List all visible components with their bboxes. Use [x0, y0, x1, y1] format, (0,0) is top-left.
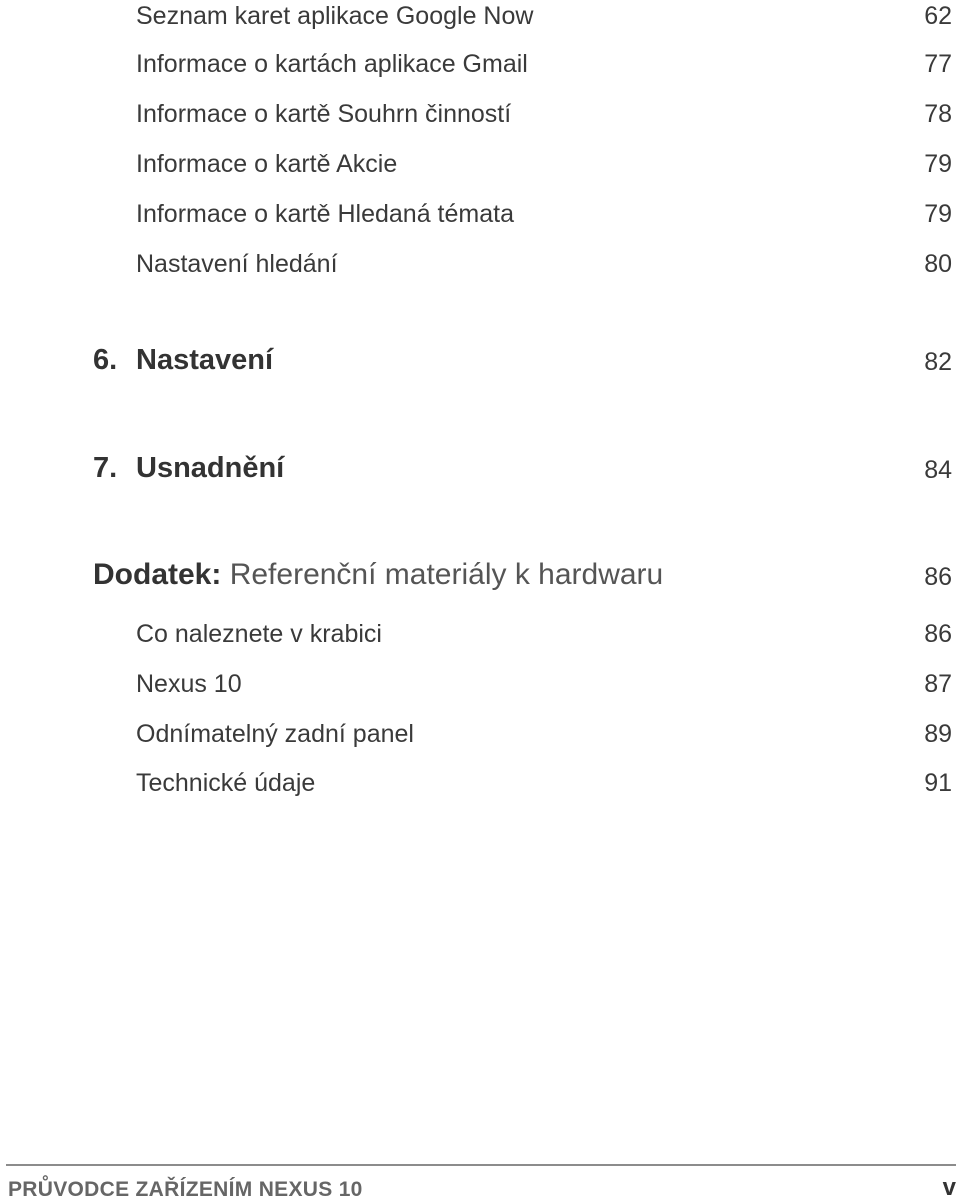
toc-entry-label: Technické údaje: [136, 769, 316, 797]
toc-entry[interactable]: [0, 98, 960, 138]
toc-entry-label: Informace o kartě Akcie: [136, 150, 398, 178]
toc-entry-page: 77: [924, 50, 952, 78]
chapter-title: Usnadnění: [136, 452, 285, 484]
appendix-heading: Referenční materiály k hardwaru: [229, 558, 664, 591]
toc-entry-page: 80: [924, 250, 952, 278]
toc-entry-page: 86: [924, 620, 952, 648]
toc-entry-page: 89: [924, 720, 952, 748]
toc-entry-label: Seznam karet aplikace Google Now: [136, 2, 534, 30]
footer-divider: [6, 1164, 956, 1166]
chapter-number: 7.: [93, 452, 118, 484]
footer-page-number: v: [942, 1174, 956, 1201]
toc-entry[interactable]: [0, 668, 960, 708]
toc-entry[interactable]: [0, 718, 960, 758]
toc-entry-page: 79: [924, 200, 952, 228]
chapter-title: Nastavení: [136, 344, 274, 376]
toc-entry[interactable]: [0, 198, 960, 238]
appendix-prefix: Dodatek:: [93, 558, 222, 591]
toc-chapter-settings[interactable]: [0, 342, 960, 382]
toc-entry[interactable]: [0, 48, 960, 88]
toc-entry[interactable]: [0, 248, 960, 288]
toc-entry[interactable]: [0, 767, 960, 807]
toc-entry-label: Odnímatelný zadní panel: [136, 720, 414, 748]
toc-appendix[interactable]: [0, 557, 960, 597]
toc-entry-label: Nastavení hledání: [136, 250, 338, 278]
appendix-title: [93, 557, 663, 593]
toc-chapter-accessibility[interactable]: [0, 450, 960, 490]
footer-title: PRŮVODCE ZAŘÍZENÍM NEXUS 10: [8, 1178, 363, 1201]
toc-entry-label: Informace o kartách aplikace Gmail: [136, 50, 528, 78]
toc-entry[interactable]: [0, 148, 960, 188]
chapter-page: 82: [924, 348, 952, 376]
toc-entry-label: Co naleznete v krabici: [136, 620, 382, 648]
appendix-page: 86: [924, 563, 952, 591]
chapter-number: 6.: [93, 344, 118, 376]
toc-entry-page: 79: [924, 150, 952, 178]
toc-entry-page: 62: [924, 2, 952, 30]
toc-entry-page: 87: [924, 670, 952, 698]
toc-entry[interactable]: [0, 618, 960, 658]
toc-entry-label: Informace o kartě Souhrn činností: [136, 100, 512, 128]
chapter-page: 84: [924, 456, 952, 484]
toc-entry[interactable]: [0, 0, 960, 40]
toc-entry-label: Nexus 10: [136, 670, 242, 698]
toc-entry-label: Informace o kartě Hledaná témata: [136, 200, 514, 228]
toc-entry-page: 78: [924, 100, 952, 128]
toc-entry-page: 91: [924, 769, 952, 797]
